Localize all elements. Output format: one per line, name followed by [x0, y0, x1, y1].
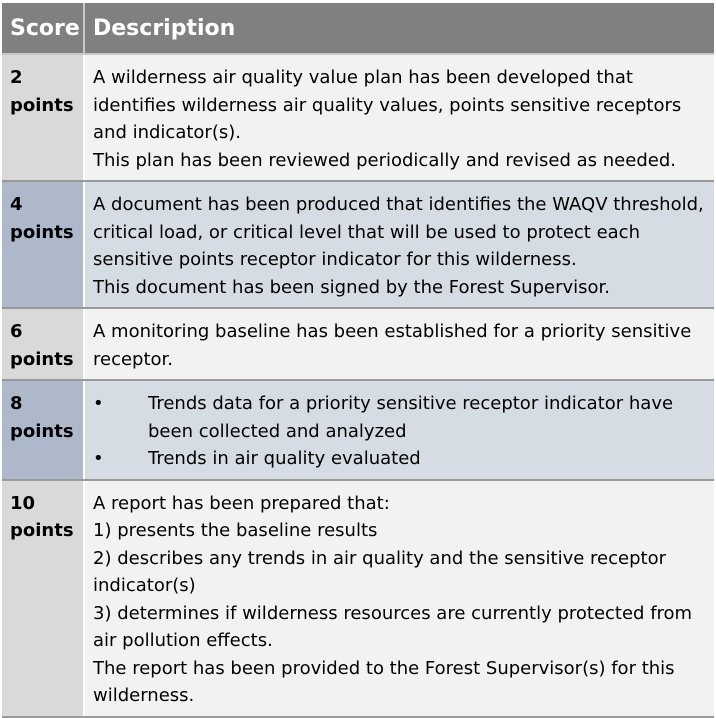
score-cell	[2, 480, 84, 717]
description-line: A monitoring baseline has been established for a priority sensitive receptor.	[93, 321, 692, 370]
table-row-4-points	[2, 181, 714, 308]
description-cell	[84, 308, 714, 380]
score-value: 4	[10, 194, 23, 215]
score-cell	[2, 380, 84, 480]
score-value: 6	[10, 321, 23, 342]
bullet-text: Trends in air quality evaluated	[148, 448, 421, 469]
score-value: 8	[10, 393, 23, 414]
bullet-list	[93, 390, 708, 473]
description-line: 1) presents the baseline results	[93, 520, 378, 541]
table-row-2-points	[2, 54, 714, 181]
score-cell	[2, 308, 84, 380]
description-line: A document has been produced that identifies the WAQV threshold, critical load, or critical level that will be used to protect each sensitive points receptor indicator for this wilderness.	[93, 194, 704, 270]
list-item	[93, 390, 708, 445]
scoring-table	[2, 3, 714, 718]
description-line: 3) determines if wilderness resources are currently protected from air pollution effects.	[93, 602, 693, 651]
table-row-10-points	[2, 480, 714, 717]
description-line: 2) describes any trends in air quality and the sensitive receptor indicator(s)	[93, 547, 666, 596]
score-unit: points	[10, 420, 74, 442]
description-line: This plan has been reviewed periodically and revised as needed.	[93, 149, 676, 171]
table-row-8-points	[2, 380, 714, 480]
score-unit: points	[10, 94, 74, 116]
description-cell	[84, 181, 714, 308]
description-line: The report has been provided to the Forest Supervisor(s) for this wilderness.	[93, 657, 675, 706]
score-value: 2	[10, 67, 23, 88]
description-line: A report has been prepared that:	[93, 492, 390, 514]
score-unit: points	[10, 348, 74, 370]
description-cell	[84, 54, 714, 181]
score-unit: points	[10, 221, 74, 243]
list-item	[93, 445, 708, 473]
bullet-icon: •	[93, 448, 104, 469]
description-cell	[84, 480, 714, 717]
description-cell	[84, 380, 714, 480]
description-line: This document has been signed by the Forest Supervisor.	[93, 276, 610, 298]
score-value: 10	[10, 492, 36, 514]
bullet-text: Trends data for a priority sensitive receptor indicator have been collected and analyzed	[148, 393, 674, 442]
score-cell	[2, 54, 84, 181]
description-line: A wilderness air quality value plan has been developed that identifies wilderness air quality values, points sensitive receptors and indicator(s).	[93, 67, 682, 143]
table-row-6-points	[2, 308, 714, 380]
score-cell	[2, 181, 84, 308]
header-row	[2, 3, 714, 54]
score-column-header: Score	[2, 3, 84, 54]
bullet-icon: •	[93, 393, 104, 414]
description-column-header: Description	[84, 3, 714, 54]
score-unit: points	[10, 520, 74, 541]
